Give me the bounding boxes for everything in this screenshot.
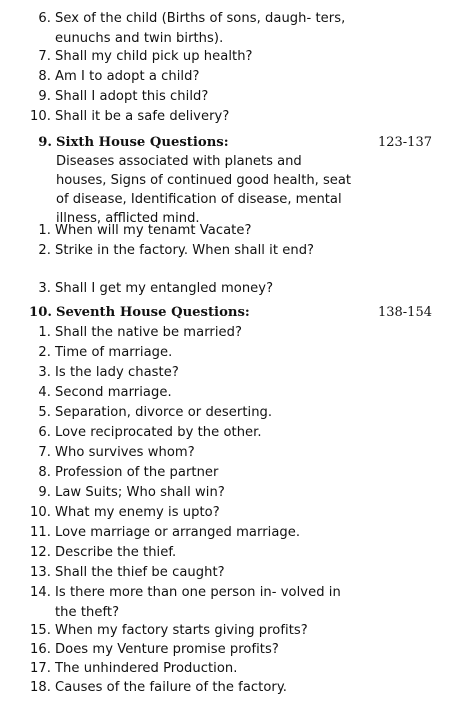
list-item xyxy=(30,563,355,583)
item-number: 10. xyxy=(30,109,51,124)
list-item xyxy=(38,403,355,423)
item-number: 9. xyxy=(38,485,51,500)
list-item xyxy=(30,523,355,543)
item-text: Strike in the factory. When shall it end? xyxy=(55,243,315,258)
item-number: 4. xyxy=(38,385,51,400)
list-item xyxy=(38,423,355,443)
item-text: Shall the native be married? xyxy=(55,325,242,340)
list-item xyxy=(30,659,355,679)
page-range: 123-137 xyxy=(377,135,432,150)
list-item xyxy=(38,483,355,503)
item-text: The unhindered Production. xyxy=(55,661,238,676)
item-number: 5. xyxy=(38,405,51,420)
page-range: 138-154 xyxy=(377,305,432,320)
item-text: Time of marriage. xyxy=(55,345,173,360)
item-text: Is there more than one person in- volved in the theft? xyxy=(55,585,341,620)
list-item xyxy=(30,543,355,563)
item-text: Sex of the child (Births of sons, daugh- ters, eunuchs and twin births). xyxy=(55,11,346,46)
list-item xyxy=(30,107,355,127)
item-number: 8. xyxy=(38,465,51,480)
item-number: 3. xyxy=(38,365,51,380)
item-number: 15. xyxy=(30,623,51,638)
list-item xyxy=(30,640,355,660)
item-number: 12. xyxy=(30,545,51,560)
item-number: 11. xyxy=(30,525,51,540)
list-item xyxy=(38,221,355,241)
list-item xyxy=(38,87,355,107)
list-item xyxy=(38,241,351,261)
list-item xyxy=(38,443,355,463)
item-number: 18. xyxy=(30,680,51,695)
item-number: 7. xyxy=(38,445,51,460)
item-text: Shall I get my entangled money? xyxy=(55,281,274,296)
list-item xyxy=(38,9,355,49)
item-number: 6. xyxy=(38,11,51,26)
item-text: Am I to adopt a child? xyxy=(55,69,200,84)
list-item xyxy=(30,678,355,698)
item-number: 8. xyxy=(38,69,51,84)
list-item xyxy=(30,503,355,523)
list-item xyxy=(30,583,351,623)
item-text: Separation, divorce or deserting. xyxy=(55,405,273,420)
item-text: Love marriage or arranged marriage. xyxy=(55,525,301,540)
section-number: 9. xyxy=(38,135,52,150)
item-text: Law Suits; Who shall win? xyxy=(55,485,225,500)
item-number: 1. xyxy=(38,223,51,238)
item-text: Shall I adopt this child? xyxy=(55,89,209,104)
list-item xyxy=(38,383,355,403)
item-text: Second marriage. xyxy=(55,385,172,400)
list-item xyxy=(38,67,355,87)
item-text: Love reciprocated by the other. xyxy=(55,425,262,440)
list-item xyxy=(30,621,355,641)
item-text: Profession of the partner xyxy=(55,465,219,480)
item-text: Describe the thief. xyxy=(55,545,177,560)
item-number: 7. xyxy=(38,49,51,64)
item-text: Shall the thief be caught? xyxy=(55,565,225,580)
item-text: When my factory starts giving profits? xyxy=(55,623,308,638)
item-number: 3. xyxy=(38,281,51,296)
item-number: 1. xyxy=(38,325,51,340)
item-text: Shall my child pick up health? xyxy=(55,49,253,64)
section-title: Sixth House Questions: xyxy=(56,135,229,150)
item-number: 14. xyxy=(30,585,51,600)
item-number: 16. xyxy=(30,642,51,657)
item-number: 2. xyxy=(38,243,51,258)
item-text: Is the lady chaste? xyxy=(55,365,179,380)
list-item xyxy=(38,463,355,483)
list-item xyxy=(38,47,355,67)
item-text: Causes of the failure of the factory. xyxy=(55,680,287,695)
list-item xyxy=(38,279,355,299)
item-number: 10. xyxy=(30,505,51,520)
section-description: Diseases associated with planets and houses, Signs of continued good health, seat of disease, Identification of disease, mental illness, afflicted mind. xyxy=(56,154,351,226)
list-item xyxy=(38,343,355,363)
section-title: Seventh House Questions: xyxy=(56,305,250,320)
item-text: Does my Venture promise profits? xyxy=(55,642,279,657)
item-text: Who survives whom? xyxy=(55,445,195,460)
item-number: 2. xyxy=(38,345,51,360)
item-number: 13. xyxy=(30,565,51,580)
list-item xyxy=(38,363,355,383)
item-text: What my enemy is upto? xyxy=(55,505,220,520)
list-item xyxy=(38,323,355,343)
item-number: 9. xyxy=(38,89,51,104)
item-text: When will my tenamt Vacate? xyxy=(55,223,252,238)
item-number: 17. xyxy=(30,661,51,676)
item-text: Shall it be a safe delivery? xyxy=(55,109,230,124)
section-number: 10. xyxy=(29,305,52,320)
item-number: 6. xyxy=(38,425,51,440)
